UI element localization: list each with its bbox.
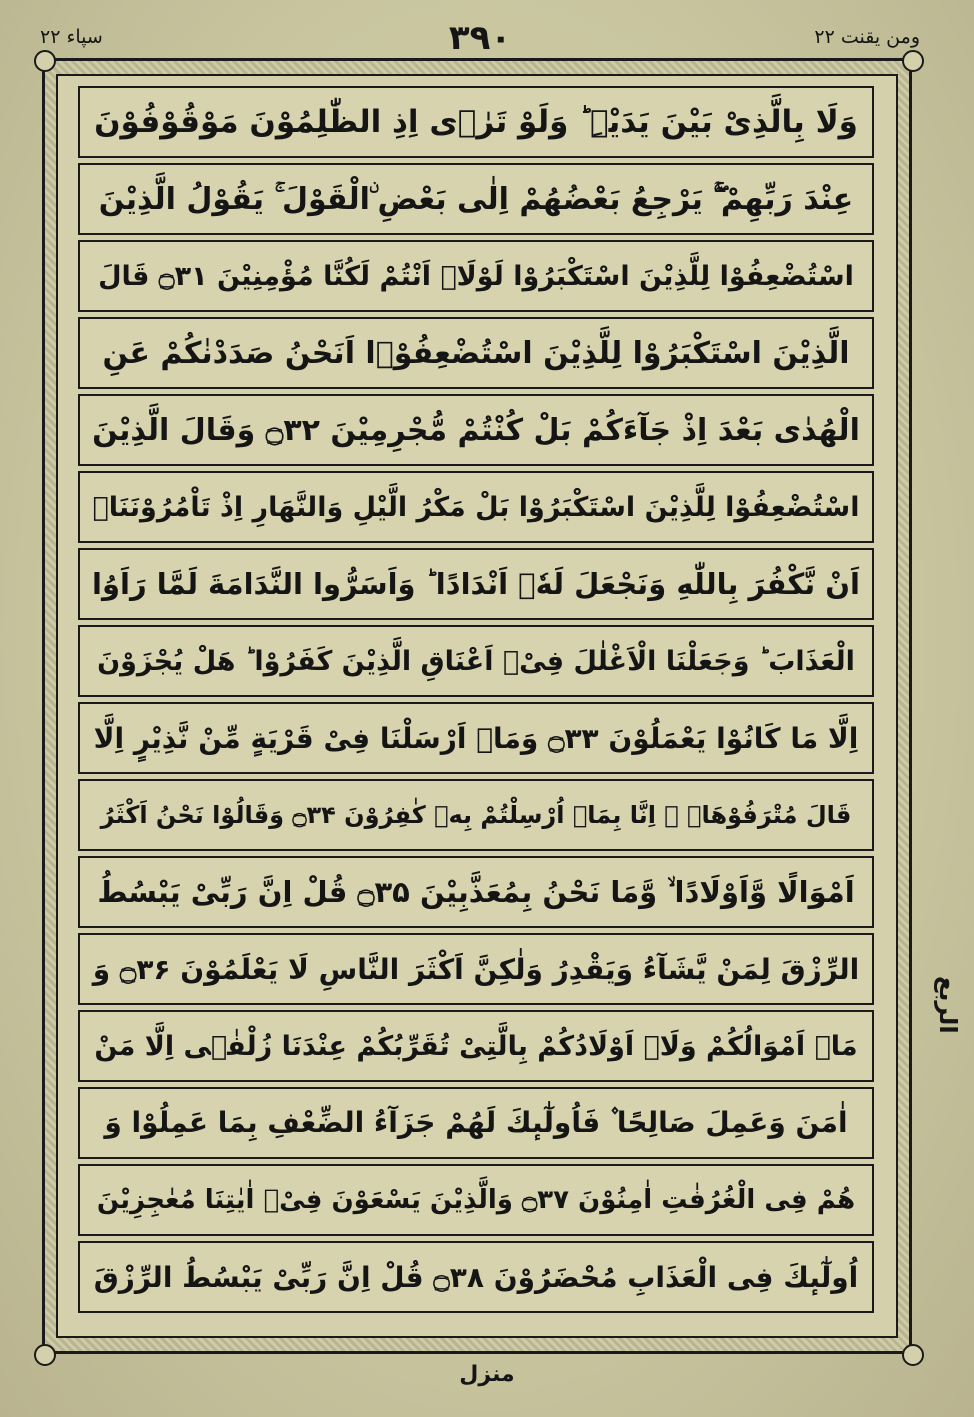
verse-line-text: اسْتُضْعِفُوْا لِلَّذِیْنَ اسْتَكْبَرُوْا لَوْلَاۤ اَنْتُمْ لَكُنَّا مُؤْمِنِیْنَ ۝۳۱ قَالَ [98, 260, 854, 292]
verse-line [78, 548, 874, 620]
verse-line-text: اَمْوَالًا وَّاَوْلَادًا ۙ وَّمَا نَحْنُ بِمُعَذَّبِیْنَ ۝۳۵ قُلْ اِنَّ رَبِّیْ یَبْسُطُ [97, 874, 855, 909]
corner-ornament [34, 50, 56, 72]
verse-line [78, 163, 874, 235]
juz-label: سپاء ۲۲ [40, 26, 103, 48]
verse-line-text: مَاۤ اَمْوَالُكُمْ وَلَاۤ اَوْلَادُكُمْ بِالَّتِیْ تُقَرِّبُكُمْ عِنْدَنَا زُلْفٰۤی اِلَّا مَنْ [94, 1030, 858, 1062]
page-number: ۳۹۰ [448, 18, 512, 58]
corner-ornament [902, 50, 924, 72]
verse-line-text: قَالَ مُتْرَفُوْهَاۤ ۙ اِنَّا بِمَاۤ اُرْسِلْتُمْ بِهٖ كٰفِرُوْنَ ۝۳۴ وَقَالُوْا نَحْنُ اَكْثَرُ [100, 801, 852, 829]
verse-line-text: وَلَا بِالَّذِیْ بَیْنَ یَدَیْہِ ؕ وَلَوْ تَرٰۤی اِذِ الظّٰلِمُوْنَ مَوْقُوْفُوْنَ [94, 104, 858, 140]
verse-line-text: اِلَّا مَا كَانُوْا یَعْمَلُوْنَ ۝۳۳ وَمَاۤ اَرْسَلْنَا فِیْ قَرْیَةٍ مِّنْ نَّذِیْرٍ اِلَّا [93, 721, 859, 755]
verse-line [78, 1241, 874, 1313]
verse-line-text: الرِّزْقَ لِمَنْ یَّشَآءُ وَیَقْدِرُ وَلٰكِنَّ اَكْثَرَ النَّاسِ لَا یَعْلَمُوْنَ ۝۳۶ وَ [92, 952, 860, 986]
verse-line-text: اسْتُضْعِفُوْا لِلَّذِیْنَ اسْتَكْبَرُوْا بَلْ مَكْرُ الَّیْلِ وَالنَّهَارِ اِذْ تَاْمُرُوْنَنَاۤ [92, 491, 860, 523]
manzil-label: منزل [459, 1362, 515, 1387]
verse-line-text: هُمْ فِی الْغُرُفٰتِ اٰمِنُوْنَ ۝۳۷ وَالَّذِیْنَ یَسْعَوْنَ فِیْۤ اٰیٰتِنَا مُعٰجِزِیْنَ [96, 1185, 856, 1215]
verse-line-text: الْعَذَابَ ؕ وَجَعَلْنَا الْاَغْلٰلَ فِیْۤ اَعْنَاقِ الَّذِیْنَ كَفَرُوْا ؕ هَلْ یُجْزَوْنَ [97, 645, 855, 677]
verse-line-text: اُولٰٓىٕكَ فِی الْعَذَابِ مُحْضَرُوْنَ ۝۳۸ قُلْ اِنَّ رَبِّیْ یَبْسُطُ الرِّزْقَ [93, 1260, 859, 1294]
verse-line [78, 86, 874, 158]
verse-line [78, 779, 874, 851]
verse-line [78, 625, 874, 697]
page-footer [0, 1362, 974, 1387]
page-header [40, 18, 920, 58]
verse-line-text: اَنْ نَّكْفُرَ بِاللّٰهِ وَنَجْعَلَ لَهٗۤ اَنْدَادًا ؕ وَاَسَرُّوا النَّدَامَةَ لَمَّا رَاَوُا [92, 567, 860, 601]
verse-line [78, 1164, 874, 1236]
verse-line [78, 856, 874, 928]
verse-line [78, 702, 874, 774]
verse-line [78, 471, 874, 543]
verse-line [78, 1087, 874, 1159]
verse-line-text: عِنْدَ رَبِّهِمْ ۚۖ یَرْجِعُ بَعْضُهُمْ اِلٰى بَعْضِ ۨالْقَوْلَ ۚ یَقُوْلُ الَّذِیْنَ [98, 181, 854, 217]
juz-title: ومن یقنت ۲۲ [814, 26, 920, 48]
verse-line [78, 317, 874, 389]
verse-line [78, 1010, 874, 1082]
verse-line [78, 240, 874, 312]
verse-line-text: اٰمَنَ وَعَمِلَ صَالِحًا ۫ فَاُولٰٓىٕكَ لَهُمْ جَزَآءُ الضِّعْفِ بِمَا عَمِلُوْا وَ [104, 1106, 848, 1139]
verse-line-text: الَّذِیْنَ اسْتَكْبَرُوْا لِلَّذِیْنَ اسْتُضْعِفُوْۤا اَنَحْنُ صَدَدْنٰكُمْ عَنِ [102, 335, 850, 371]
verse-line [78, 933, 874, 1005]
verse-line-text: الْهُدٰى بَعْدَ اِذْ جَآءَكُمْ بَلْ كُنْتُمْ مُّجْرِمِیْنَ ۝۳۲ وَقَالَ الَّذِیْنَ [92, 412, 860, 448]
ruku-margin-marker: الربع [934, 976, 962, 1034]
verse-lines [78, 86, 874, 1326]
verse-line [78, 394, 874, 466]
